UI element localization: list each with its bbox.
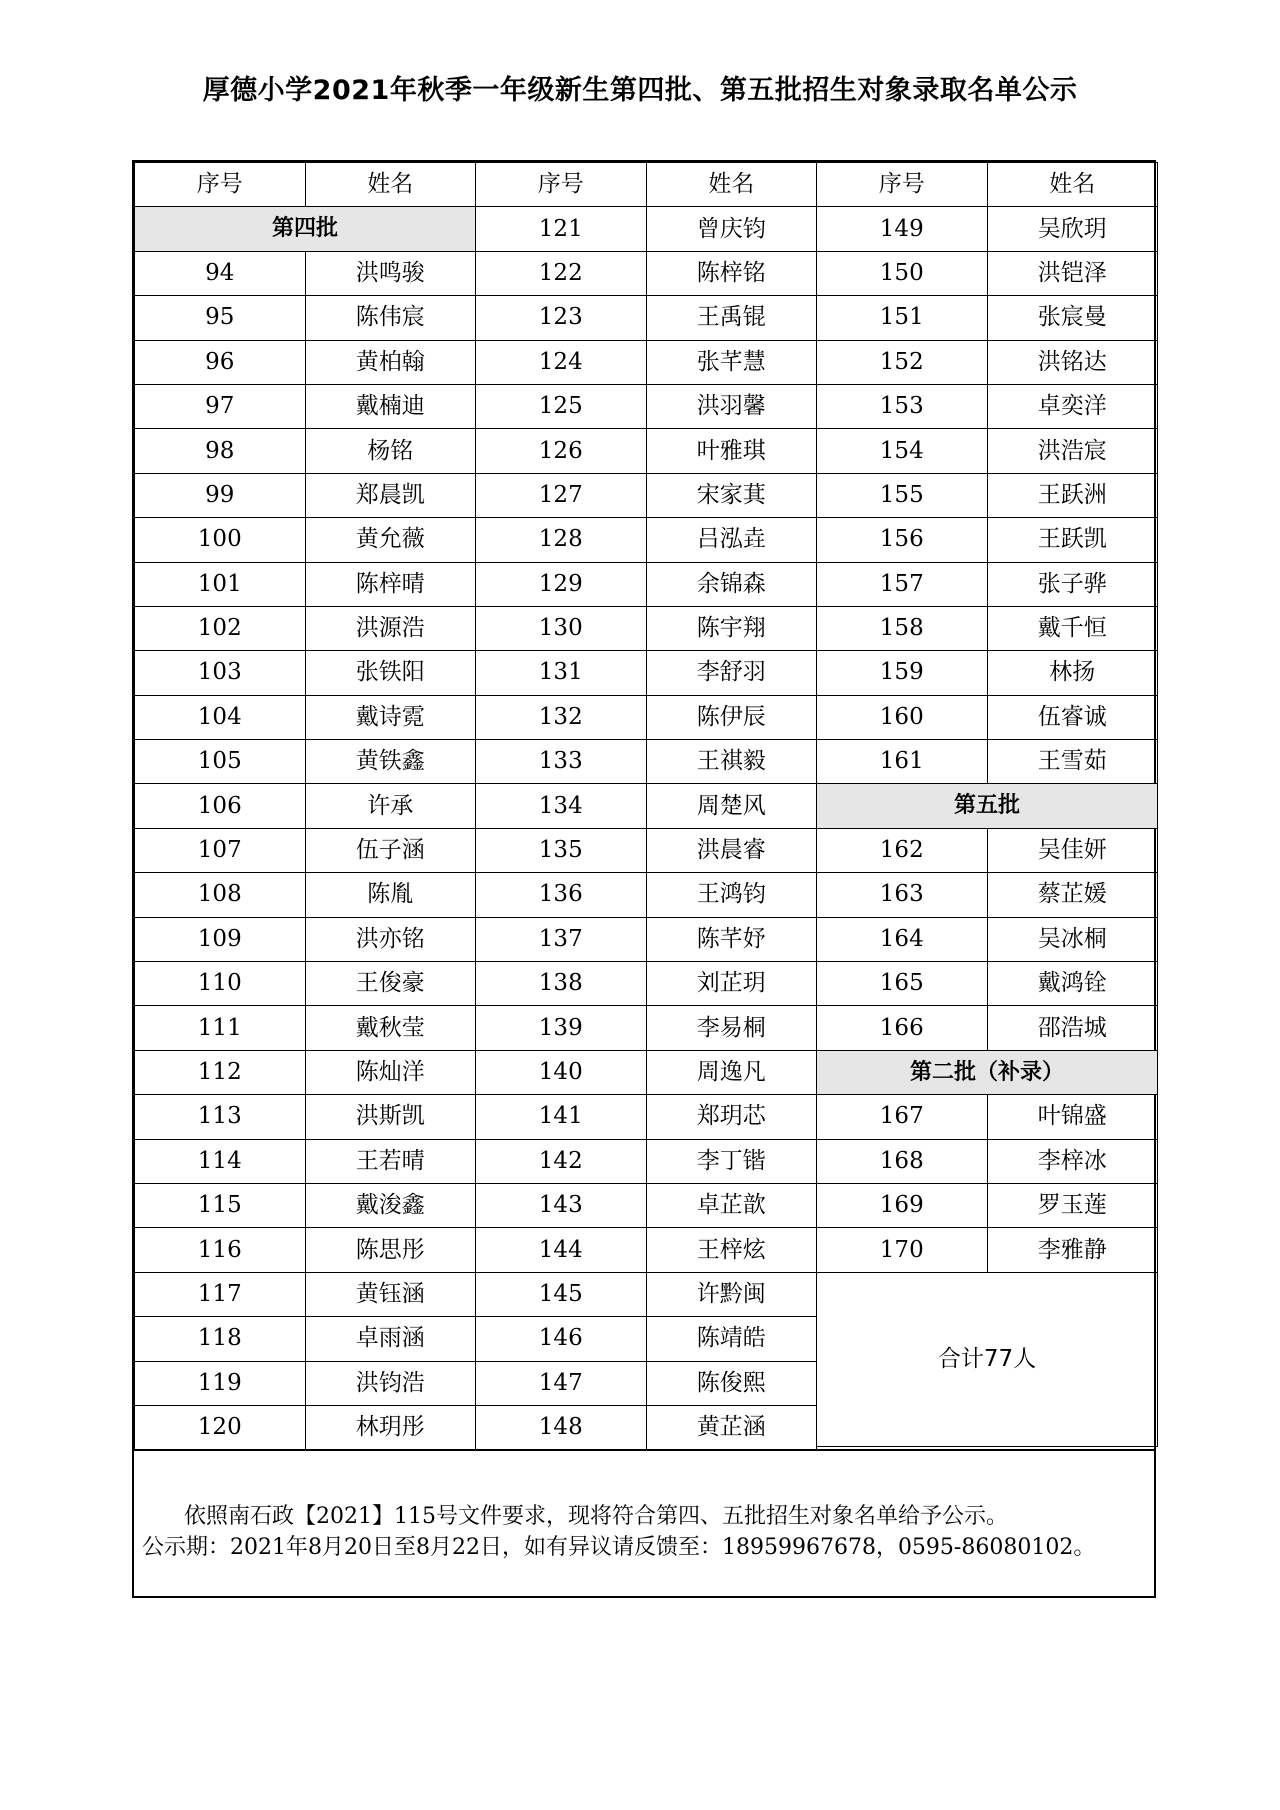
seq-number: 115 [135,1183,306,1227]
student-name: 洪晨睿 [646,828,817,872]
table-row [476,606,817,650]
seq-number: 99 [135,473,306,517]
student-name: 李舒羽 [646,651,817,695]
table-row [817,606,1158,650]
table-row [476,784,817,828]
column-header-seq: 序号 [476,163,647,207]
table-row [135,1272,476,1316]
student-name: 曾庆钧 [646,207,817,251]
student-name: 陈伊辰 [646,695,817,739]
table-row [476,251,817,295]
student-name: 吴冰桐 [987,917,1158,961]
seq-number: 110 [135,962,306,1006]
student-name: 宋家萁 [646,473,817,517]
table-row [476,1139,817,1183]
student-name: 戴千恒 [987,606,1158,650]
seq-number: 165 [817,962,988,1006]
table-row [817,828,1158,872]
seq-number: 95 [135,296,306,340]
table-row [135,518,476,562]
table-row [476,429,817,473]
seq-number: 168 [817,1139,988,1183]
student-name: 许黔闽 [646,1272,817,1316]
seq-number: 152 [817,340,988,384]
table-row [817,340,1158,384]
student-name: 洪铠泽 [987,251,1158,295]
student-name: 黄铁鑫 [305,740,476,784]
table-row [135,784,476,828]
total-count: 合计77人 [817,1272,1158,1447]
seq-number: 163 [817,873,988,917]
seq-number: 170 [817,1228,988,1272]
student-name: 戴楠迪 [305,384,476,428]
seq-number: 123 [476,296,647,340]
table-row [817,1183,1158,1227]
student-name: 王跃洲 [987,473,1158,517]
student-name: 吴欣玥 [987,207,1158,251]
seq-number: 107 [135,828,306,872]
student-name: 洪亦铭 [305,917,476,961]
student-name: 许承 [305,784,476,828]
student-name: 黄允薇 [305,518,476,562]
student-name: 卓雨涵 [305,1317,476,1361]
table-row [476,917,817,961]
table-row [476,740,817,784]
table-row [476,1272,817,1316]
notice-line-2: 公示期：2021年8月20日至8月22日，如有异议请反馈至：18959967678，0595-86080102。 [142,1535,1096,1560]
seq-number: 119 [135,1361,306,1405]
table-panel-2 [475,162,817,1450]
student-name: 陈靖皓 [646,1317,817,1361]
table-row [817,695,1158,739]
seq-number: 135 [476,828,647,872]
table-row [135,251,476,295]
student-name: 王鸿钧 [646,873,817,917]
student-name: 张芊慧 [646,340,817,384]
table-row [476,1095,817,1139]
student-name: 王若晴 [305,1139,476,1183]
table-row [135,340,476,384]
table-row [476,1405,817,1449]
table-row [817,518,1158,562]
student-name: 张铁阳 [305,651,476,695]
student-name: 戴秋莹 [305,1006,476,1050]
seq-number: 142 [476,1139,647,1183]
student-name: 王梓炫 [646,1228,817,1272]
table-row [135,695,476,739]
student-name: 周楚风 [646,784,817,828]
student-name: 张子骅 [987,562,1158,606]
student-name: 余锦森 [646,562,817,606]
seq-number: 98 [135,429,306,473]
table-row [135,1361,476,1405]
table-row [135,1139,476,1183]
student-name: 陈梓铭 [646,251,817,295]
student-name: 洪铭达 [987,340,1158,384]
table-row [817,1228,1158,1272]
table-row [817,473,1158,517]
table-row [476,340,817,384]
seq-number: 134 [476,784,647,828]
seq-number: 143 [476,1183,647,1227]
table-row [476,207,817,251]
table-row [135,1228,476,1272]
student-name: 陈思彤 [305,1228,476,1272]
table-row [135,1095,476,1139]
table-row [476,384,817,428]
table-row [476,962,817,1006]
student-name: 戴鸿铨 [987,962,1158,1006]
seq-number: 137 [476,917,647,961]
section-label: 第四批 [135,207,476,251]
seq-number: 160 [817,695,988,739]
student-name: 黄芷涵 [646,1405,817,1449]
table-row [817,1006,1158,1050]
seq-number: 124 [476,340,647,384]
seq-number: 157 [817,562,988,606]
section-row [135,207,476,251]
table-row [817,1139,1158,1183]
seq-number: 130 [476,606,647,650]
student-name: 陈宇翔 [646,606,817,650]
total-row [817,1272,1158,1447]
seq-number: 139 [476,1006,647,1050]
section-label: 第二批（补录） [817,1050,1158,1094]
seq-number: 145 [476,1272,647,1316]
student-name: 李易桐 [646,1006,817,1050]
table-row [476,873,817,917]
seq-number: 100 [135,518,306,562]
table-row [135,962,476,1006]
seq-number: 127 [476,473,647,517]
student-name: 李梓冰 [987,1139,1158,1183]
student-name: 陈俊熙 [646,1361,817,1405]
seq-number: 113 [135,1095,306,1139]
seq-number: 117 [135,1272,306,1316]
student-name: 黄柏翰 [305,340,476,384]
student-name: 洪斯凯 [305,1095,476,1139]
student-name: 卓奕洋 [987,384,1158,428]
table-row [135,917,476,961]
section-row [817,784,1158,828]
seq-number: 141 [476,1095,647,1139]
student-name: 王禹锟 [646,296,817,340]
table-row [817,296,1158,340]
seq-number: 102 [135,606,306,650]
table-row [476,1050,817,1094]
seq-number: 151 [817,296,988,340]
table-row [817,740,1158,784]
seq-number: 128 [476,518,647,562]
student-name: 刘芷玥 [646,962,817,1006]
student-name: 伍子涵 [305,828,476,872]
table-row [135,828,476,872]
student-name: 戴诗霓 [305,695,476,739]
table-row [817,251,1158,295]
column-header-seq: 序号 [817,163,988,207]
seq-number: 116 [135,1228,306,1272]
student-name: 郑晨凯 [305,473,476,517]
seq-number: 149 [817,207,988,251]
table-row [135,873,476,917]
seq-number: 104 [135,695,306,739]
seq-number: 126 [476,429,647,473]
table-row [135,1317,476,1361]
student-name: 陈灿洋 [305,1050,476,1094]
seq-number: 108 [135,873,306,917]
student-name: 陈胤 [305,873,476,917]
column-header-name: 姓名 [646,163,817,207]
student-name: 陈伟宸 [305,296,476,340]
seq-number: 162 [817,828,988,872]
seq-number: 138 [476,962,647,1006]
student-name: 张宸曼 [987,296,1158,340]
seq-number: 166 [817,1006,988,1050]
seq-number: 161 [817,740,988,784]
table-row [817,207,1158,251]
seq-number: 94 [135,251,306,295]
seq-number: 120 [135,1405,306,1449]
table-row [817,917,1158,961]
seq-number: 164 [817,917,988,961]
student-name: 王俊豪 [305,962,476,1006]
student-name: 王祺毅 [646,740,817,784]
table-row [476,1006,817,1050]
table-row [476,296,817,340]
student-name: 吴佳妍 [987,828,1158,872]
table-row [135,651,476,695]
seq-number: 111 [135,1006,306,1050]
student-name: 叶锦盛 [987,1095,1158,1139]
student-name: 伍睿诚 [987,695,1158,739]
seq-number: 148 [476,1405,647,1449]
seq-number: 101 [135,562,306,606]
header-row [135,163,476,207]
seq-number: 112 [135,1050,306,1094]
seq-number: 103 [135,651,306,695]
student-name: 李雅静 [987,1228,1158,1272]
seq-number: 118 [135,1317,306,1361]
seq-number: 125 [476,384,647,428]
notice-block [132,1449,1156,1598]
table-row [476,651,817,695]
student-name: 罗玉莲 [987,1183,1158,1227]
table-row [476,1183,817,1227]
table-row [135,1405,476,1449]
table-row [135,1050,476,1094]
seq-number: 114 [135,1139,306,1183]
seq-number: 158 [817,606,988,650]
student-name: 洪鸣骏 [305,251,476,295]
student-name: 邵浩城 [987,1006,1158,1050]
table-row [476,1361,817,1405]
seq-number: 167 [817,1095,988,1139]
student-name: 吕泓垚 [646,518,817,562]
table-row [135,1006,476,1050]
table-row [476,562,817,606]
column-header-name: 姓名 [305,163,476,207]
seq-number: 97 [135,384,306,428]
seq-number: 96 [135,340,306,384]
seq-number: 150 [817,251,988,295]
seq-number: 129 [476,562,647,606]
table-row [476,828,817,872]
student-name: 郑玥芯 [646,1095,817,1139]
seq-number: 131 [476,651,647,695]
student-name: 陈梓晴 [305,562,476,606]
table-row [135,1183,476,1227]
table-row [817,651,1158,695]
table-row [476,1317,817,1361]
seq-number: 106 [135,784,306,828]
seq-number: 154 [817,429,988,473]
table-row [476,695,817,739]
table-row [817,562,1158,606]
enrollment-table [132,160,1156,1598]
seq-number: 144 [476,1228,647,1272]
section-label: 第五批 [817,784,1158,828]
student-name: 王雪茹 [987,740,1158,784]
student-name: 王跃凯 [987,518,1158,562]
seq-number: 109 [135,917,306,961]
student-name: 卓芷歆 [646,1183,817,1227]
table-row [135,473,476,517]
student-name: 林玥彤 [305,1405,476,1449]
seq-number: 136 [476,873,647,917]
seq-number: 140 [476,1050,647,1094]
student-name: 洪浩宸 [987,429,1158,473]
table-row [135,740,476,784]
seq-number: 132 [476,695,647,739]
student-name: 黄钰涵 [305,1272,476,1316]
student-name: 李丁锴 [646,1139,817,1183]
table-panel-3 [816,162,1158,1447]
table-row [135,296,476,340]
seq-number: 159 [817,651,988,695]
table-row [135,606,476,650]
table-row [135,384,476,428]
seq-number: 169 [817,1183,988,1227]
seq-number: 146 [476,1317,647,1361]
table-row [476,473,817,517]
seq-number: 121 [476,207,647,251]
table-row [817,429,1158,473]
table-row [135,429,476,473]
table-row [817,962,1158,1006]
seq-number: 122 [476,251,647,295]
section-row [817,1050,1158,1094]
seq-number: 155 [817,473,988,517]
seq-number: 147 [476,1361,647,1405]
student-name: 洪钧浩 [305,1361,476,1405]
student-name: 陈芊妤 [646,917,817,961]
table-row [817,1095,1158,1139]
seq-number: 153 [817,384,988,428]
student-name: 叶雅琪 [646,429,817,473]
student-name: 林扬 [987,651,1158,695]
student-name: 蔡芷媛 [987,873,1158,917]
student-name: 杨铭 [305,429,476,473]
student-name: 周逸凡 [646,1050,817,1094]
student-name: 洪羽馨 [646,384,817,428]
notice-line-1: 依照南石政【2021】115号文件要求，现将符合第四、五批招生对象名单给予公示。 [184,1504,1008,1529]
table-row [476,1228,817,1272]
table-row [135,562,476,606]
student-name: 洪源浩 [305,606,476,650]
student-name: 戴浚鑫 [305,1183,476,1227]
page-title: 厚德小学2021年秋季一年级新生第四批、第五批招生对象录取名单公示 [202,75,1078,106]
seq-number: 156 [817,518,988,562]
seq-number: 133 [476,740,647,784]
column-header-name: 姓名 [987,163,1158,207]
table-row [476,518,817,562]
table-row [817,873,1158,917]
header-row [817,163,1158,207]
seq-number: 105 [135,740,306,784]
table-row [817,384,1158,428]
table-panel-1 [134,162,476,1450]
header-row [476,163,817,207]
column-header-seq: 序号 [135,163,306,207]
